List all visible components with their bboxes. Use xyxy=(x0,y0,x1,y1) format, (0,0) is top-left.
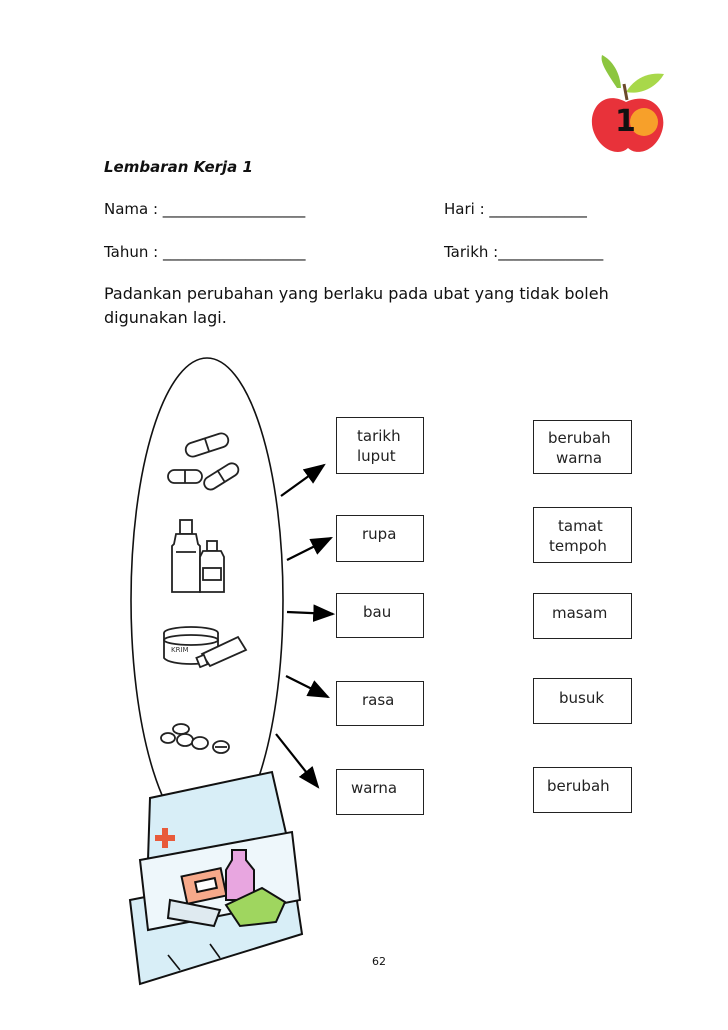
right-box-2-line2: tempoh xyxy=(549,537,607,555)
arrow-1 xyxy=(281,465,324,496)
middle-box-1 xyxy=(336,417,424,474)
right-box-3-line1: masam xyxy=(552,604,608,622)
instruction-text: Padankan perubahan yang berlaku pada ubat yang tidak boleh digunakan lagi. xyxy=(104,284,609,327)
middle-box-4-line1: rasa xyxy=(362,691,395,709)
arrow-group xyxy=(276,465,333,787)
page-number: 62 xyxy=(372,955,386,968)
first-aid-kit-icon xyxy=(130,772,302,984)
badge-number: 1 xyxy=(615,104,636,139)
middle-box-5 xyxy=(336,769,424,815)
picture-oval xyxy=(131,358,283,842)
right-box-1-line1: berubah xyxy=(548,429,611,447)
middle-box-1-line2: luput xyxy=(357,447,396,465)
right-box-2 xyxy=(533,507,632,563)
tablet-icon xyxy=(161,724,229,753)
right-box-1-line2: warna xyxy=(556,449,603,467)
bottle-icon xyxy=(172,520,224,592)
worksheet-title: Lembaran Kerja 1 xyxy=(104,158,253,176)
hari-field: Hari : _____________ xyxy=(444,200,587,218)
right-box-4 xyxy=(533,678,632,724)
right-box-2-line1: tamat xyxy=(558,517,603,535)
arrow-4 xyxy=(286,676,328,697)
right-box-3 xyxy=(533,593,632,639)
middle-box-2 xyxy=(336,515,424,562)
middle-box-4 xyxy=(336,681,424,726)
right-box-1 xyxy=(533,420,632,474)
middle-box-1-line1: tarikh xyxy=(357,427,401,445)
middle-box-5-line1: warna xyxy=(351,779,398,797)
middle-box-3-line1: bau xyxy=(363,603,392,621)
nama-field: Nama : ___________________ xyxy=(104,200,306,218)
middle-box-2-line1: rupa xyxy=(362,525,397,543)
tarikh-field: Tarikh :______________ xyxy=(444,243,604,261)
arrow-2 xyxy=(287,538,331,560)
arrow-3 xyxy=(287,612,333,614)
right-box-5 xyxy=(533,767,632,813)
middle-box-3 xyxy=(336,593,424,638)
tahun-field: Tahun : ___________________ xyxy=(104,243,306,261)
capsule-icon xyxy=(168,432,241,492)
right-box-4-line1: busuk xyxy=(559,689,605,707)
arrow-5 xyxy=(276,734,318,787)
cream-label-text: KRIM xyxy=(171,646,189,654)
right-box-5-line1: berubah xyxy=(547,777,610,795)
